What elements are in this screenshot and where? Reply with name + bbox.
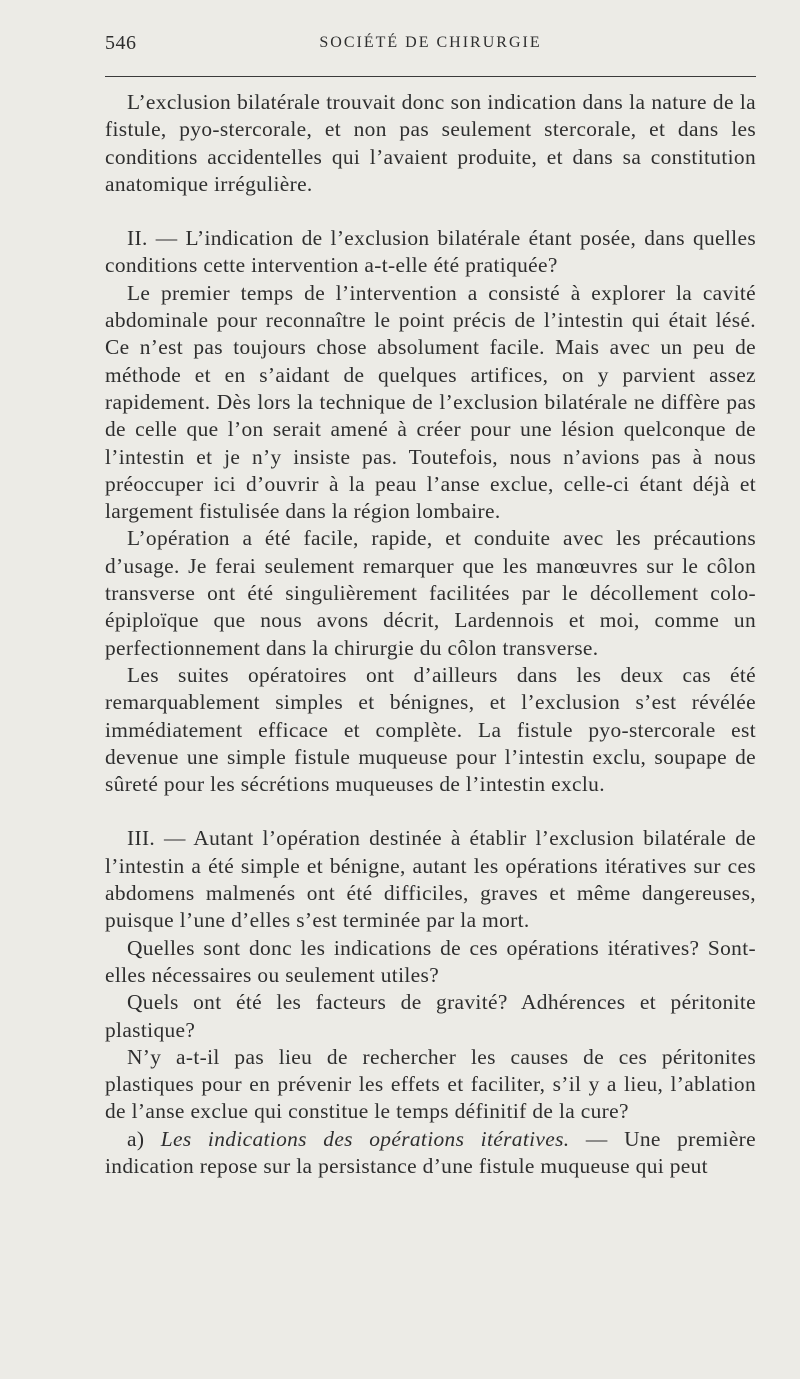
italic-heading: Les indications des opérations itératives. [160,1126,570,1151]
paragraph: L’opération a été facile, rapide, et conduite avec les précautions d’usage. Je ferai seulement remarquer que les manœuvres sur le côlon transverse ont été singulièrement facilitées par le décollement colo-épiploïque que nous avons décrit, Lardennois et moi, comme un perfectionnement dans la chirurgie du côlon transverse. [105,526,756,660]
paragraph-text: — Une première indication repose sur la persistance d’une fistule muqueuse qui peut [105,1126,756,1178]
header-rule [105,76,756,77]
item-label: a) [127,1126,145,1151]
body-text [105,89,756,1180]
paragraph: Les suites opératoires ont d’ailleurs dans les deux cas été remarquablement simples et bénignes, et l’exclusion s’est révélée immédiatement efficace et complète. La fistule pyo-stercorale est devenue une simple fistule muqueuse pour l’intestin exclu, soupape de sûreté pour les sécrétions muqueuses de l’intestin exclu. [105,662,756,797]
paragraph-indications [105,1126,756,1181]
section-iii-paragraph: III. — Autant l’opération destinée à établir l’exclusion bilatérale de l’intestin a été simple et bénigne, autant les opérations itératives sur ces abdomens malmenés ont été difficiles, graves et même dangereuses, puisque l’une d’elles s’est terminée par la mort. [105,826,756,933]
section-ii-paragraph: II. — L’indication de l’exclusion bilatérale étant posée, dans quelles conditions cette intervention a-t-elle été pratiquée? [105,226,756,278]
paragraph: Quels ont été les facteurs de gravité? Adhérences et péritonite plastique? [105,990,756,1042]
running-head [105,0,756,58]
running-title: SOCIÉTÉ DE CHIRURGIE [319,34,542,51]
paragraph: L’exclusion bilatérale trouvait donc son indication dans la nature de la fistule, pyo-stercorale, et non pas seulement stercorale, et dans les conditions accidentelles qui l’avaient produite, et dans sa constitution anatomique irrégulière. [105,90,756,196]
paragraph: Quelles sont donc les indications de ces opérations itératives? Sont-elles nécessaires ou seulement utiles? [105,935,756,987]
paragraph: N’y a-t-il pas lieu de rechercher les causes de ces péritonites plastiques pour en prévenir les effets et faciliter, s’il y a lieu, l’ablation de l’anse exclue qui constitue le temps définitif de la cure? [105,1044,756,1124]
paragraph: Le premier temps de l’intervention a consisté à explorer la cavité abdominale pour reconnaître le point précis de l’intestin qui était lésé. Ce n’est pas toujours chose absolument facile. Mais avec un peu de méthode et en s’aidant de quelques artifices, on y parvient assez rapidement. Dès lors la technique de l’exclusion bilatérale ne diffère pas de celle que l’on serait amené à créer pour une lésion quelconque de l’intestin et je n’y insiste pas. Toutefois, nous n’avions pas à nous préoccuper ici d’ouvrir à la peau l’anse exclue, celle-ci étant déjà et largement fistulisée dans la région lombaire. [105,280,756,524]
page-number: 546 [105,32,137,54]
